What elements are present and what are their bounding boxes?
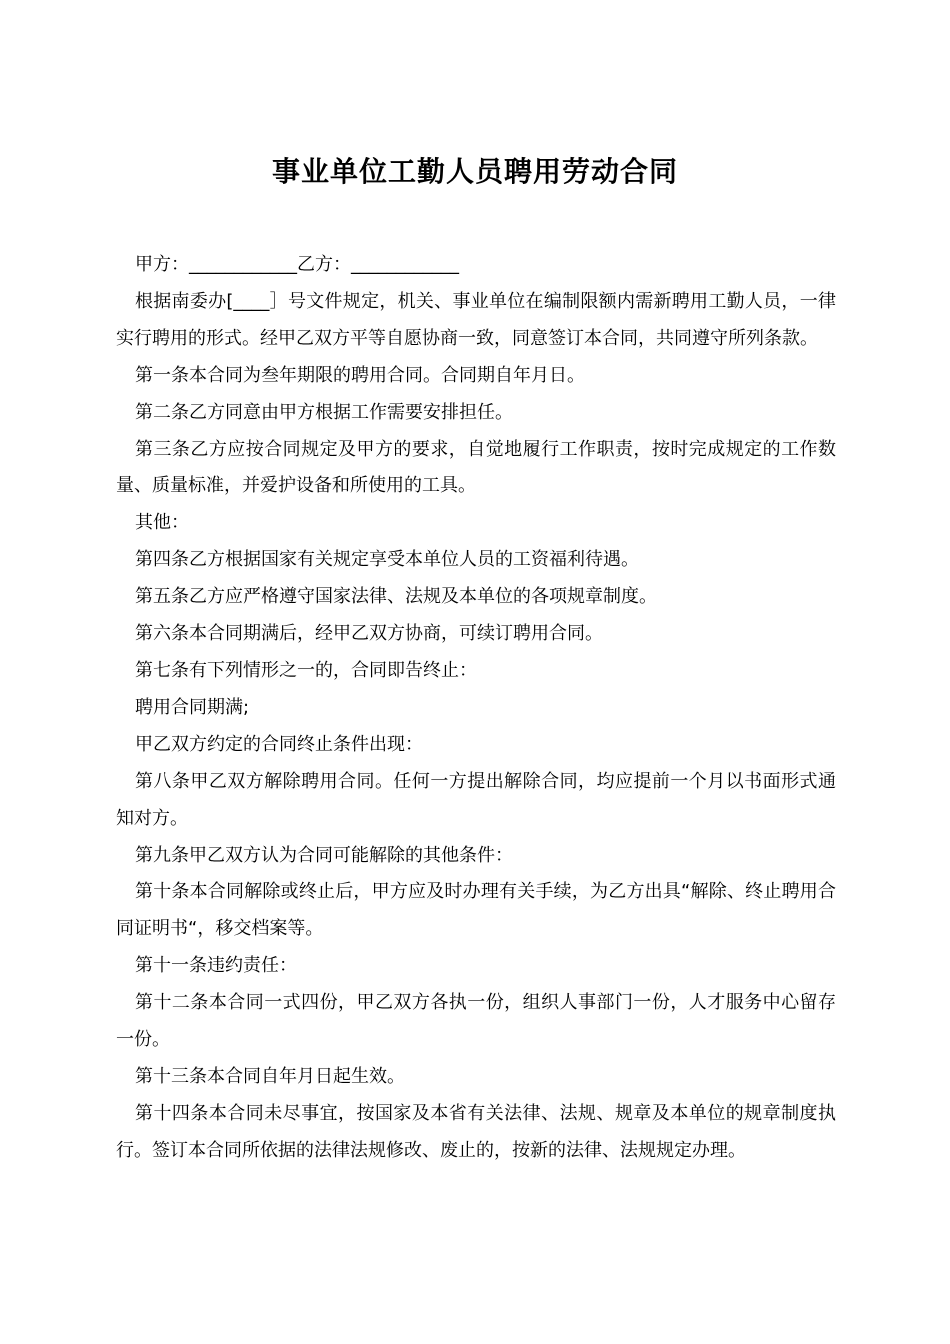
termination-condition-1: 聘用合同期满; (135, 696, 250, 718)
article-11: 第十一条违约责任： (135, 955, 297, 977)
contract-body (116, 247, 836, 1170)
article-8: 第八条甲乙双方解除聘用合同。任何一方提出解除合同，均应提前一个月以书面形式通知对方。 (116, 770, 836, 829)
other-label: 其他： (135, 512, 189, 534)
article-6: 第六条本合同期满后，经甲乙双方协商，可续订聘用合同。 (135, 623, 603, 645)
article-14: 第十四条本合同未尽事宜，按国家及本省有关法律、法规、规章及本单位的规章制度执行。签订本合同所依据的法律法规修改、废止的，按新的法律、法规规定办理。 (116, 1102, 836, 1161)
article-7: 第七条有下列情形之一的，合同即告终止： (135, 659, 477, 681)
article-2: 第二条乙方同意由甲方根据工作需要安排担任。 (135, 401, 513, 423)
article-13: 第十三条本合同自年月日起生效。 (135, 1065, 405, 1087)
termination-condition-2: 甲乙双方约定的合同终止条件出现： (135, 733, 423, 755)
article-12: 第十二条本合同一式四份，甲乙双方各执一份，组织人事部门一份，人才服务中心留存一份。 (116, 992, 836, 1051)
article-4: 第四条乙方根据国家有关规定享受本单位人员的工资福利待遇。 (135, 549, 639, 571)
article-9: 第九条甲乙双方认为合同可能解除的其他条件： (135, 844, 513, 866)
article-1: 第一条本合同为叁年期限的聘用合同。合同期自年月日。 (135, 364, 585, 386)
party-line: 甲方：____________乙方：____________ (135, 254, 459, 275)
preamble-paragraph: 根据南委办[____］号文件规定，机关、事业单位在编制限额内需新聘用工勤人员，一律实行聘用的形式。经甲乙双方平等自愿协商一致，同意签订本合同，共同遵守所列条款。 (116, 290, 836, 349)
document-title: 事业单位工勤人员聘用劳动合同 (271, 154, 678, 188)
article-5: 第五条乙方应严格遵守国家法律、法规及本单位的各项规章制度。 (135, 586, 657, 608)
article-10: 第十条本合同解除或终止后，甲方应及时办理有关手续，为乙方出具“解除、终止聘用合同证明书“，移交档案等。 (116, 881, 836, 940)
article-3: 第三条乙方应按合同规定及甲方的要求，自觉地履行工作职责，按时完成规定的工作数量、质量标准，并爱护设备和所使用的工具。 (116, 438, 836, 497)
